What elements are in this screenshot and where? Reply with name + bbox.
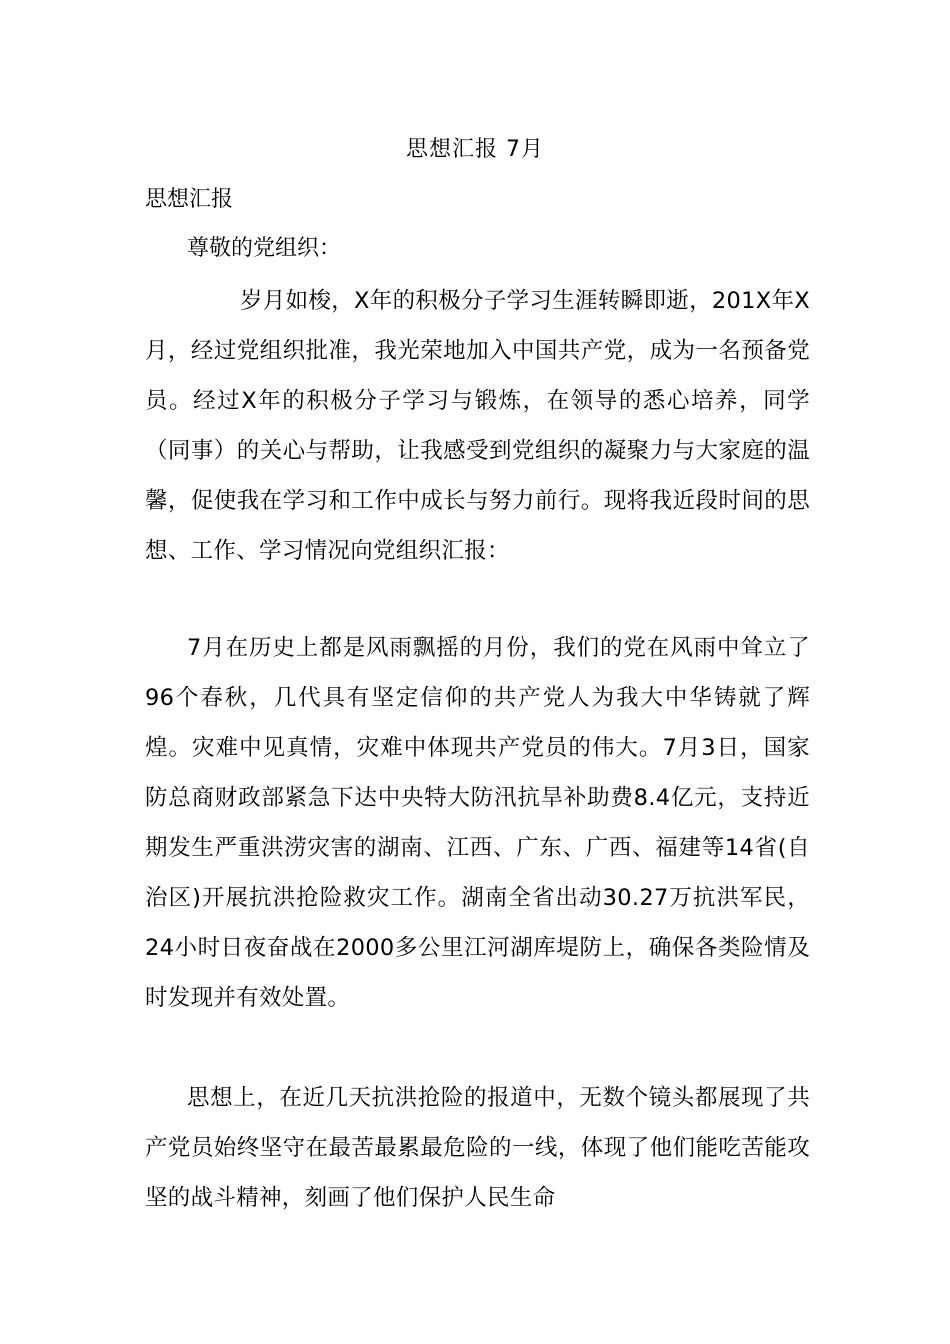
paragraph-intro: 岁月如梭，X年的积极分子学习生涯转瞬即逝，201X年X月，经过党组织批准，我光荣地加入中国共产党，成为一名预备党员。经过X年的积极分子学习与锻炼，在领导的悉心培养，同学（同事）的关心与帮助，让我感受到党组织的凝聚力与大家庭的温馨，促使我在学习和工作中成长与努力前行。现将我近段时间的思想、工作、学习情况向党组织汇报： (145, 288, 810, 564)
document-heading: 思想汇报 (145, 187, 234, 212)
paragraph-july-events: 7月在历史上都是风雨飘摇的月份，我们的党在风雨中耸立了96个春秋，几代具有坚定信仰的共产党人为我大中华铸就了辉煌。灾难中见真情，灾难中体现共产党员的伟大。7月3日，国家防总商财政部紧急下达中央特大防汛抗旱补助费8.4亿元，支持近期发生严重洪涝灾害的湖南、江西、广东、广西、福建等14省(自治区)开展抗洪抢险救灾工作。湖南全省出动30.27万抗洪军民，24小时日夜奋战在2000多公里江河湖库堤防上，确保各类险情及时发现并有效处置。 (145, 635, 810, 1011)
paragraph-thoughts: 思想上，在近几天抗洪抢险的报道中，无数个镜头都展现了共产党员始终坚守在最苦最累最危险的一线，体现了他们能吃苦能攻坚的战斗精神，刻画了他们保护人民生命 (145, 1085, 810, 1211)
document-title: 思想汇报 7月 (406, 137, 544, 162)
salutation: 尊敬的党组织： (187, 236, 342, 261)
